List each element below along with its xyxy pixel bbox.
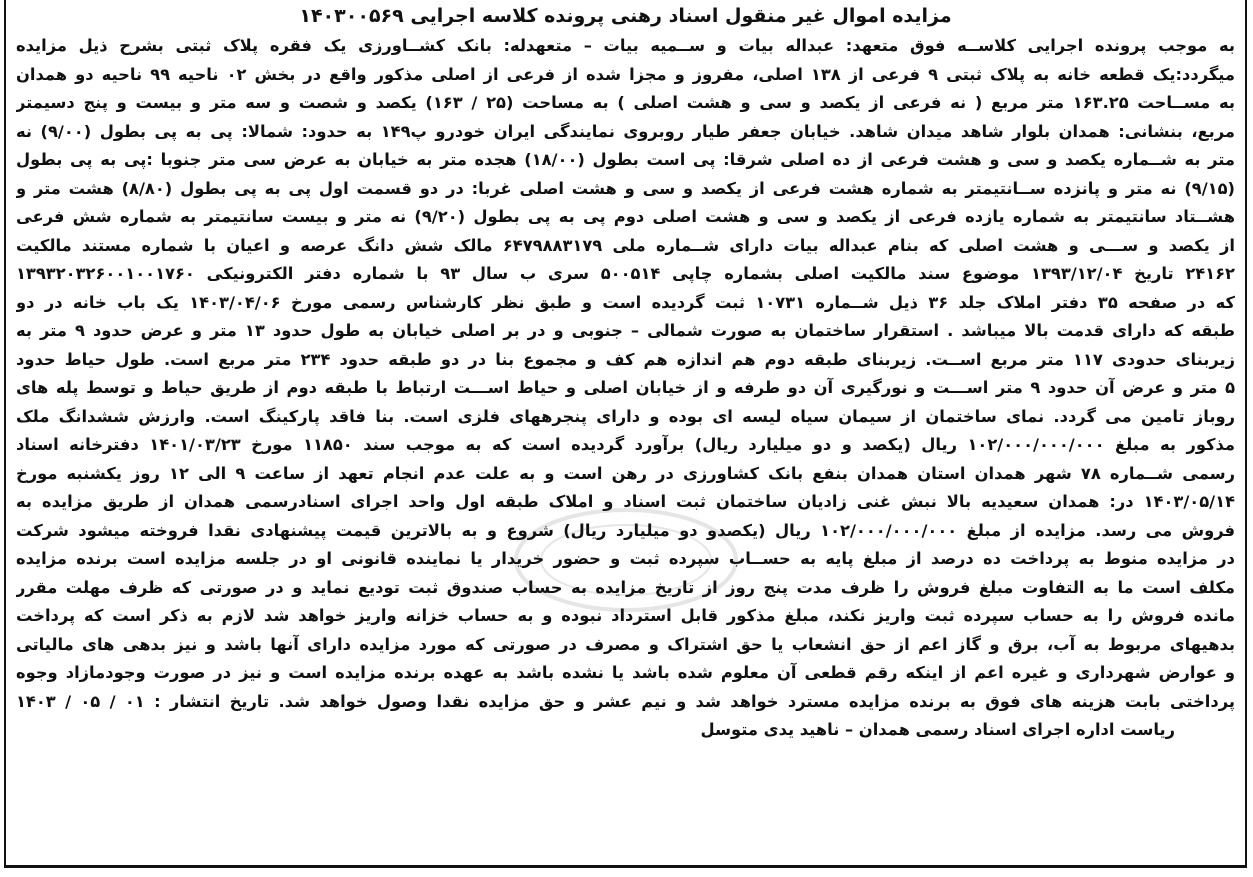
notice-line: طبقه که دارای قدمت بالا میباشد . استقرار ساختمان به صورت شمالی – جنوبی و در بر اصلی خیابان به طول حدود ۱۳ متر و عرض حدود ۹ متر به — [16, 321, 1235, 340]
notice-line: (۹/۱۵) نه متر و پانزده ســانتیمتر به شماره هشت فرعی از یکصد و سی و هشت اصلی غربا: در دو قسمت اول پی به پی بطول (۸/۸۰) هشت متر و — [16, 178, 1235, 198]
notice-line: به موجب پرونده اجرایی کلاســه فوق متعهد: عبداله بیات و ســمیه بیات – متعهدله: بانک کشــاورزی یک فقره پلاک ثبتی بشرح ذیل مزایده — [16, 36, 1235, 55]
notice-body — [6, 32, 1245, 745]
notice-line: میگردد:یک قطعه خانه به پلاک ثبتی ۹ فرعی از ۱۳۸ اصلی، مفروز و مجزا شده از فرعی از اصلی مذکور واقع در بخش ۰۲ ناحیه ۹۹ ناحیه دو همدان — [16, 64, 1235, 84]
notice-line: ۱۴۰۳/۰۵/۱۴ در: همدان سعیدیه بالا نبش غنی زادیان ساختمان ثبت اسناد و املاک طبقه اول واحد اجرای اسنادرسمی همدان از طریق مزایده به — [16, 492, 1235, 511]
notice-line: ۲۴۱۶۲ تاریخ ۱۳۹۳/۱۲/۰۴ موضوع سند مالکیت اصلی بشماره چاپی ۵۰۰۵۱۴ سری ب سال ۹۳ با شماره دفتر الکترونیکی ۱۳۹۳۲۰۳۲۶۰۰۱۰۰۱۷۶۰ — [16, 264, 1235, 283]
notice-line: روباز تامین می گردد. نمای ساختمان از سیمان سیاه لیسه ای بوده و دارای پنجرههای فلزی است. بنا فاقد پارکینگ است. وارزش ششدانگ ملک — [16, 406, 1235, 426]
notice-line: مربع، بنشانی: همدان بلوار شاهد میدان شاهد. خیابان جعفر طیار روبروی نمایندگی ایران خودرو پ۱۴۹ به حدود: شمالا: پی به پی بطول (۹/۰۰) نه — [16, 121, 1235, 141]
notice-line: ۵ متر و عرض آن حدود ۹ متر اســـت و نورگیری آن دو طرفه و از خیابان اصلی و حیاط اســـت ارتباط با طبقه دوم از طریق حیاط و توسط پله های — [16, 378, 1235, 397]
notice-line: مکلف است ما به التفاوت مبلغ فروش را ظرف مدت پنج روز از تاریخ مزایده به حساب صندوق ثبت توديع نمايد و در صورتی که ظرف مهلت مقرر — [16, 577, 1235, 597]
notice-title: مزایده اموال غیر منقول اسناد رهنی پرونده کلاسه اجرایی ۱۴۰۳۰۰۵۶۹ — [299, 5, 952, 27]
notice-line: از یکصد و ســـی و هشت اصلی که بنام عبداله بیات دارای شــماره ملی ۶۴۷۹۸۸۳۱۷۹ مالک شش دانگ عرصه و اعیان با شماره مستند مالکیت — [16, 235, 1235, 255]
notice-line: فروش می رسد. مزایده از مبلغ ۱۰۲/۰۰۰/۰۰۰/۰۰۰ ریال (یکصدو دو میلیارد ریال) شروع و به بالاترین قیمت پیشنهادی نقدا فروخته میشود شرکت — [16, 520, 1235, 540]
notice-line: و عوارض شهرداری و غیره اعم از اینکه رقم قطعی آن معلوم شده باشد یا نشده باشد به عهده برنده مزایده است و نیز در صورت وجودمازاد وجوه — [16, 663, 1235, 682]
notice-line: مذکور به مبلغ ۱۰۲/۰۰۰/۰۰۰/۰۰۰ ریال (یکصد و دو میلیارد ریال) برآورد گردیده است که به موجب سند ۱۱۸۵۰ مورخ ۱۴۰۱/۰۳/۲۳ دفترخانه اسناد — [16, 435, 1235, 454]
notice-line: که در صفحه ۳۵ دفتر املاک جلد ۳۶ ذیل شــماره ۱۰۷۳۱ ثبت گردیده است و طبق نظر کارشناس رسمی مورخ ۱۴۰۳/۰۴/۰۶ یک باب خانه در دو — [16, 292, 1235, 312]
notice-signature: ریاست اداره اجرای اسناد رسمی همدان – ناهید یدی متوسل — [700, 720, 1175, 739]
notice-line: در مزایده منوط به پرداخت ده درصد از مبلغ پایه به حســاب سپرده ثبت و حضور خریدار یا نماینده قانونی او در جلسه مزایده است برنده مزایده — [16, 549, 1235, 568]
notice-line: بدهیهای مربوط به آب، برق و گاز اعم از حق انشعاب یا حق اشتراک و مصرف در صورتی که مورد مزایده دارای آنها باشد و نیز بدهی های مالیاتی — [16, 634, 1235, 654]
notice-line: زیربنای حدودی ۱۱۷ متر مربع اســت. زیربنای طبقه دوم هم اندازه هم کف و مجموع بنا در دو طبقه حدود ۲۳۴ متر مربع است. طول حیاط حدود — [16, 349, 1235, 369]
notice-line: به مســاحت ۱۶۳.۲۵ متر مربع ( نه فرعی از یکصد و سی و هشت اصلی ) به مساحت (۲۵ / ۱۶۳) یکصد و شصت و سه متر و بیست و پنج دسیمتر — [16, 93, 1235, 112]
notice-line: هشــتاد سانتیمتر به شماره یازده فرعی از یکصد و سی و هشت اصلی دوم پی به پی بطول (۹/۲۰) نه متر و بیست سانتیمتر به شماره شش فرعی — [16, 207, 1235, 226]
notice-line: متر به شــماره یکصد و سی و هشت فرعی از ده اصلی شرقا: پی است بطول (۱۸/۰۰) هجده متر به خیابان به عرض سی متر جنوبا :پی به پی بطول — [16, 150, 1235, 169]
auction-notice — [4, 0, 1247, 868]
notice-line: پرداختی بابت هزینه های فوق به برنده مزایده مسترد خواهد شد و نیم عشر و حق مزایده نقدا وصول خواهد شد. تاریخ انتشار : ۰۱ / ۰۵ / ۱۴۰۳ — [16, 691, 1235, 711]
notice-line: رسمی شــماره ۷۸ شهر همدان استان همدان بنفع بانک کشاورزی در رهن است و به علت عدم انجام تعهد از ساعت ۹ الی ۱۲ روز یکشنبه مورخ — [16, 463, 1235, 483]
notice-line: مانده فروش را به حساب سپرده ثبت واریز نکند، مبلغ مذکور قابل استرداد نبوده و به حساب خزانه واریز خواهد شد لازم به ذکر است که پرداخت — [16, 606, 1235, 625]
